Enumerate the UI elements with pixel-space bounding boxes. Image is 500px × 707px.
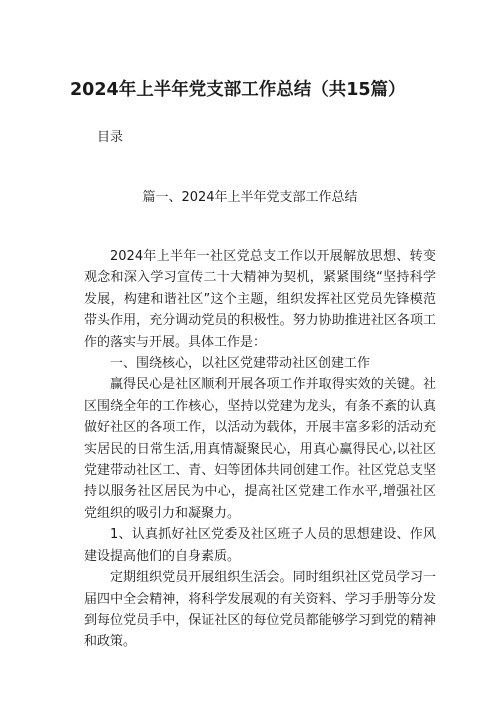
body-paragraph: 定期组织党员开展组织生活会。同时组织社区党员学习一届四中全会精神，将科学发展观的有关资料、学习手册等分发到每位党员手中，保证社区的每位党员都能够学习到党的精神和政策。 [84, 570, 436, 650]
section-heading: 篇一、2024年上半年党支部工作总结 [142, 190, 358, 205]
document-body [84, 246, 436, 653]
table-of-contents-label: 目录 [97, 130, 124, 145]
subheading-one: 一、围绕核心，以社区党建带动社区创建工作 [110, 356, 371, 372]
intro-paragraph: 2024年上半年一社区党总支工作以开展解放思想、转变观念和深入学习宣传二十大精神为契机，紧紧围绕“坚持科学发展，构建和谐社区”这个主题，组织发挥社区党员先锋模范带头作用，充分调动党员的积极性。努力协助推进社区各项工作的落实与开展。具体工作是： [84, 249, 436, 350]
body-paragraph: 赢得民心是社区顺利开展各项工作并取得实效的关键。社区围绕全年的工作核心，坚持以党建为龙头，有条不紊的认真做好社区的各项工作，以活动为载体，开展丰富多彩的活动充实居民的日常生活,用真情凝聚民心，用真心赢得民心,以社区党建带动社区工、青、妇等团体共同创建工作。社区党总支坚持以服务社区居民为中心，提高社区党建工作水平,增强社区党组织的吸引力和凝聚力。 [84, 377, 436, 521]
document-title: 2024年上半年党支部工作总结（共15篇） [70, 80, 406, 100]
numbered-item-one: 1、认真抓好社区党委及社区班子人员的思想建设、作风建设提高他们的自身素质。 [84, 527, 436, 564]
